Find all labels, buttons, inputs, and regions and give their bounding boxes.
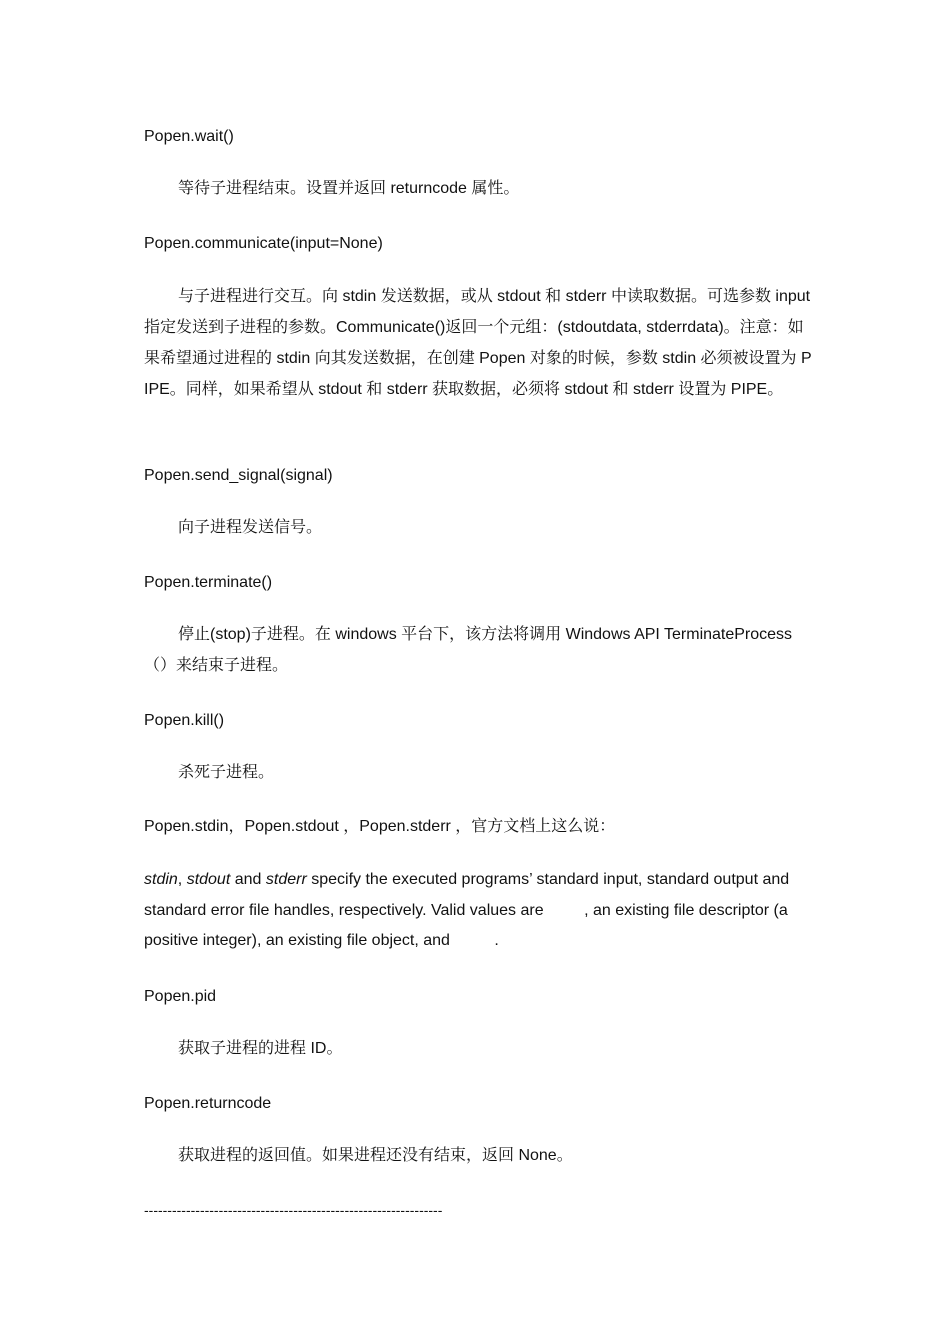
doc-quote-and: and: [230, 871, 266, 888]
section-divider: ----------------------------------------------------------------: [144, 1202, 443, 1218]
section-desc-returncode: 获取进程的返回值。如果进程还没有结束，返回 None。: [178, 1147, 573, 1164]
doc-quote-text-part2: , an existing file descriptor (a positive integer), an existing file object, and: [144, 901, 788, 949]
doc-quote-term-stdin: stdin: [144, 871, 178, 888]
section-desc-wait: 等待子进程结束。设置并返回 returncode 属性。: [178, 180, 520, 197]
section-desc-pid: 获取子进程的进程 ID。: [178, 1040, 343, 1057]
section-heading-communicate: Popen.communicate(input=None): [144, 235, 383, 252]
section-heading-send-signal: Popen.send_signal(signal): [144, 467, 333, 484]
section-heading-wait: Popen.wait(): [144, 128, 234, 145]
section-desc-communicate: 与子进程进行交互。向 stdin 发送数据，或从 stdout 和 stderr 中读取数据。可选参数 input 指定发送到子进程的参数。Communicate()返回一个元组：(stdoutdata, stderrdata)。注意：如果希望通过进程的 stdin 向其发送数据，在创建 Popen 对象的时候，参数 stdin 必须被设置为 PIPE。同样，如果希望从 stdout 和 stderr 获取数据，必须将 stdout 和 stderr 设置为 PIPE。: [144, 288, 812, 398]
doc-quote-term-stderr: stderr: [265, 871, 307, 888]
section-heading-terminate: Popen.terminate(): [144, 574, 273, 591]
section-heading-std-streams: Popen.stdin，Popen.stdout ，Popen.stderr ，官方文档上这么说：: [144, 818, 616, 835]
section-heading-returncode: Popen.returncode: [144, 1095, 272, 1112]
doc-quote-paragraph: [144, 865, 812, 957]
section-heading-pid: Popen.pid: [144, 988, 217, 1005]
doc-quote-separator: ,: [177, 871, 187, 888]
doc-quote-text-end: .: [494, 932, 499, 949]
doc-quote-term-stdout: stdout: [186, 871, 231, 888]
section-desc-terminate: 停止(stop)子进程。在 windows 平台下，该方法将调用 Windows API TerminateProcess（）来结束子进程。: [144, 626, 793, 674]
doc-quote-text-part1: specify the executed programs’ standard input, standard output and standard error file handles, respectively. Valid values are: [144, 871, 790, 919]
section-desc-kill: 杀死子进程。: [178, 764, 275, 781]
section-desc-send-signal: 向子进程发送信号。: [178, 519, 323, 536]
section-heading-kill: Popen.kill(): [144, 712, 225, 729]
